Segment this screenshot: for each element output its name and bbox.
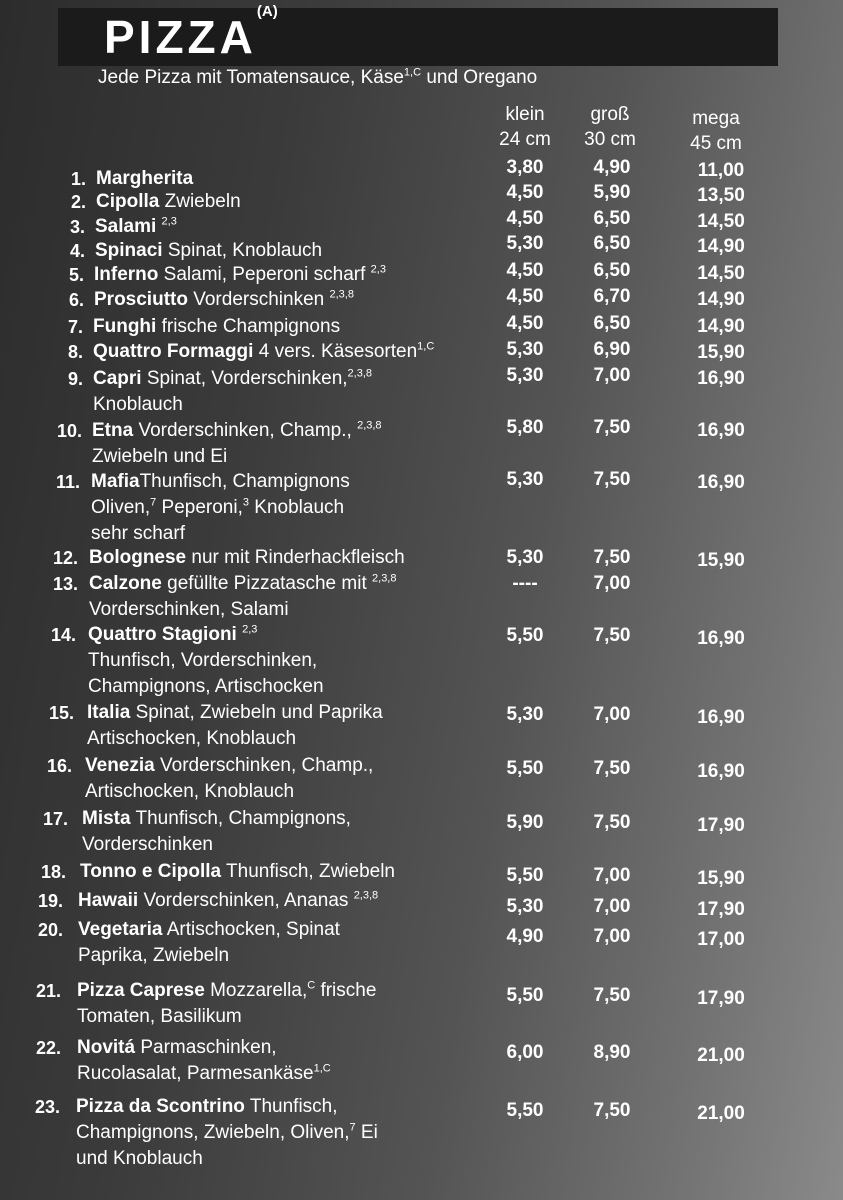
- item-description: [94, 262, 514, 288]
- item-name: Cipolla: [96, 191, 160, 212]
- item-name: Quattro Formaggi: [93, 341, 254, 362]
- price-mega: 21,00: [697, 1045, 745, 1066]
- item-description: [96, 189, 516, 215]
- price-small: 4,90: [506, 926, 544, 947]
- item-description-text: Artischocken, Knoblauch: [85, 781, 295, 802]
- price-mega: 16,90: [697, 420, 745, 441]
- allergen-footnote: 7: [150, 496, 157, 509]
- price-large: 8,90: [593, 1042, 631, 1063]
- item-description-text: Thunfisch, Zwiebeln: [221, 861, 395, 882]
- price-mega: 17,90: [697, 899, 745, 920]
- allergen-footnote: 2,3,8: [357, 419, 382, 432]
- price-large: 6,50: [593, 260, 631, 281]
- item-description-text: Knoblauch: [93, 394, 183, 415]
- item-description-text: Tomaten, Basilikum: [77, 1006, 242, 1027]
- price-large: 7,50: [593, 1100, 631, 1121]
- allergen-footnote: 7: [349, 1121, 356, 1134]
- item-description: [78, 888, 498, 914]
- price-small: 4,50: [506, 208, 544, 229]
- item-description-text: Artischocken, Spinat: [162, 919, 340, 940]
- price-mega: 17,00: [697, 929, 745, 950]
- price-mega: 14,90: [697, 289, 745, 310]
- allergen-footnote: 2,3: [242, 623, 258, 636]
- item-description: [78, 917, 498, 969]
- allergen-footnote: 2,3: [370, 263, 386, 276]
- item-description-text: Artischocken, Knoblauch: [87, 728, 297, 749]
- item-number: 17.: [42, 809, 68, 829]
- subtitle-text-end: und Oregano: [421, 67, 538, 88]
- item-description: [95, 238, 515, 264]
- price-small: 5,30: [506, 233, 544, 254]
- item-number: 18.: [40, 862, 66, 882]
- item-description-text: Ei: [355, 1122, 378, 1143]
- price-small: 5,30: [506, 365, 544, 386]
- title-footnote: (A): [256, 3, 278, 20]
- item-description-text: Peperoni,: [156, 497, 243, 518]
- item-number: 2.: [70, 192, 86, 212]
- item-name: Novitá: [77, 1037, 136, 1058]
- allergen-footnote: 2,3,8: [372, 572, 397, 585]
- item-description-text: Oliven,: [91, 497, 151, 518]
- price-mega: 13,50: [697, 185, 745, 206]
- price-large: 7,00: [593, 865, 631, 886]
- price-large: 7,50: [593, 625, 631, 646]
- item-name: Pizza da Scontrino: [76, 1096, 245, 1117]
- column-header-mega: [676, 106, 756, 156]
- item-number: 11.: [55, 472, 80, 492]
- item-description: [89, 571, 509, 623]
- column-size: 24 cm: [499, 129, 551, 150]
- item-number: 21.: [35, 981, 61, 1001]
- item-name: Mista: [82, 808, 131, 829]
- item-description: [76, 1094, 496, 1172]
- item-number: 8.: [67, 342, 83, 362]
- item-description-text: Mozzarella,: [204, 980, 308, 1001]
- item-description: [77, 978, 497, 1030]
- item-number: 23.: [34, 1097, 60, 1117]
- item-description-text: Vorderschinken: [187, 289, 330, 310]
- item-number: 9.: [67, 369, 83, 389]
- item-number: 4.: [69, 241, 85, 261]
- item-description: [94, 287, 514, 313]
- item-description-text: Champignons, Artischocken: [88, 676, 324, 697]
- item-description: [93, 339, 513, 365]
- price-small: 5,30: [506, 896, 544, 917]
- price-small: 5,30: [506, 704, 544, 725]
- price-mega: 17,90: [697, 988, 745, 1009]
- price-small: 5,30: [506, 469, 544, 490]
- price-large: 7,00: [593, 365, 631, 386]
- price-small: 5,80: [506, 417, 544, 438]
- price-large: 7,00: [593, 573, 631, 594]
- item-name: Quattro Stagioni: [88, 624, 237, 645]
- item-description-text: Thunfisch, Vorderschinken,: [88, 650, 318, 671]
- item-number: 7.: [67, 317, 83, 337]
- column-size: 30 cm: [584, 129, 636, 150]
- item-description-text: Thunfisch, Champignons,: [130, 808, 351, 829]
- column-name: groß: [590, 104, 630, 125]
- item-name: Spinaci: [95, 240, 163, 261]
- item-name: Bolognese: [89, 547, 187, 568]
- item-description-text: Vorderschinken, Champ.,: [133, 420, 358, 441]
- price-large: 7,00: [593, 926, 631, 947]
- item-description-text: sehr scharf: [91, 523, 185, 544]
- item-number: 15.: [48, 703, 74, 723]
- item-description: [88, 622, 508, 700]
- item-number: 13.: [52, 574, 78, 594]
- allergen-footnote: 2,3,8: [347, 367, 373, 380]
- item-description: [91, 469, 511, 547]
- item-description: [87, 700, 507, 752]
- price-small: 4,50: [506, 313, 544, 334]
- column-size: 45 cm: [690, 133, 742, 154]
- item-number: 22.: [35, 1038, 61, 1058]
- item-name: Prosciutto: [94, 289, 188, 310]
- price-large: 7,50: [593, 469, 631, 490]
- allergen-footnote: 3: [242, 496, 250, 509]
- price-small: 5,90: [506, 812, 544, 833]
- item-number: 20.: [37, 920, 63, 940]
- price-small: 5,50: [506, 985, 544, 1006]
- price-small: 5,50: [506, 625, 544, 646]
- price-small: 6,00: [506, 1042, 544, 1063]
- item-name: Capri: [93, 368, 142, 389]
- item-description: [80, 859, 500, 885]
- item-description-text: Paprika, Zwiebeln: [78, 945, 230, 966]
- item-description-text: und Knoblauch: [76, 1148, 203, 1169]
- item-number: 6.: [68, 290, 84, 310]
- price-mega: 15,90: [697, 342, 745, 363]
- column-header-small: [485, 102, 565, 152]
- price-small: 5,50: [506, 758, 544, 779]
- price-small: 3,80: [506, 157, 544, 178]
- item-name: Italia: [87, 702, 131, 723]
- item-description-text: nur mit Rinderhackfleisch: [186, 547, 405, 568]
- item-description: [89, 545, 509, 571]
- price-large: 5,90: [593, 182, 631, 203]
- allergen-footnote: C: [307, 979, 316, 992]
- column-name: mega: [692, 108, 740, 129]
- item-description-text: Rucolasalat, Parmesankäse: [77, 1063, 314, 1084]
- price-mega: 16,90: [697, 368, 745, 389]
- item-description-text: Thunfisch, Champignons: [139, 471, 350, 492]
- price-large: 7,50: [593, 417, 631, 438]
- subtitle-footnote: 1,C: [403, 66, 422, 79]
- subtitle: [98, 66, 537, 90]
- price-mega: 15,90: [697, 868, 745, 889]
- item-description: [93, 366, 513, 418]
- item-description-text: Spinat, Vorderschinken,: [141, 368, 348, 389]
- item-description-text: Vorderschinken, Salami: [89, 599, 289, 620]
- price-mega: 11,00: [697, 160, 745, 181]
- item-description-text: Vorderschinken, Ananas: [138, 890, 354, 911]
- price-mega: 21,00: [697, 1103, 745, 1124]
- price-large: 7,50: [593, 758, 631, 779]
- allergen-footnote: 2,3: [161, 215, 177, 228]
- price-large: 7,00: [593, 896, 631, 917]
- price-mega: 14,50: [697, 211, 745, 232]
- item-number: 1.: [70, 169, 86, 189]
- item-description-text: Parmaschinken,: [135, 1037, 277, 1058]
- title-text: PIZZA: [104, 11, 257, 63]
- item-name: Pizza Caprese: [77, 980, 205, 1001]
- price-large: 6,50: [593, 208, 631, 229]
- item-name: Tonno e Cipolla: [80, 861, 222, 882]
- item-number: 16.: [46, 756, 72, 776]
- item-description: [85, 753, 505, 805]
- price-mega: 14,90: [697, 236, 745, 257]
- allergen-footnote: 1,C: [417, 340, 435, 353]
- subtitle-text: Jede Pizza mit Tomatensauce, Käse: [98, 67, 404, 88]
- item-description-text: Salami, Peperoni scharf: [158, 264, 371, 285]
- item-description: [92, 418, 512, 470]
- price-large: 6,50: [593, 233, 631, 254]
- price-mega: 16,90: [697, 707, 745, 728]
- price-mega: 16,90: [697, 761, 745, 782]
- page-title: [104, 3, 278, 63]
- allergen-footnote: 2,3,8: [353, 889, 379, 902]
- item-name: Mafia: [91, 471, 140, 492]
- item-description-text: Champignons, Zwiebeln, Oliven,: [76, 1122, 350, 1143]
- item-name: Etna: [92, 420, 134, 441]
- price-mega: 16,90: [697, 628, 745, 649]
- allergen-footnote: 1,C: [313, 1062, 331, 1075]
- item-description-text: Spinat, Knoblauch: [162, 240, 323, 261]
- price-large: 4,90: [593, 157, 631, 178]
- item-description: [95, 214, 515, 240]
- item-description: [77, 1035, 497, 1087]
- item-name: Calzone: [89, 573, 162, 594]
- price-large: 7,50: [593, 812, 631, 833]
- item-name: Salami: [95, 216, 157, 237]
- item-number: 12.: [52, 548, 78, 568]
- price-small: 4,50: [506, 286, 544, 307]
- item-number: 3.: [69, 217, 85, 237]
- price-large: 7,50: [593, 985, 631, 1006]
- price-small: 4,50: [506, 260, 544, 281]
- item-name: Margherita: [96, 168, 194, 189]
- item-description-text: Zwiebeln: [159, 191, 241, 212]
- price-small: 5,50: [506, 1100, 544, 1121]
- price-mega: 17,90: [697, 815, 745, 836]
- item-name: Vegetaria: [78, 919, 163, 940]
- item-name: Venezia: [85, 755, 155, 776]
- item-number: 14.: [50, 625, 76, 645]
- column-header-large: [570, 102, 650, 152]
- item-description-text: Spinat, Zwiebeln und Paprika: [130, 702, 383, 723]
- item-description: [82, 806, 502, 858]
- item-number: 19.: [37, 891, 63, 911]
- allergen-footnote: 2,3,8: [329, 288, 354, 301]
- price-mega: 14,50: [697, 263, 745, 284]
- price-mega: 14,90: [697, 316, 745, 337]
- price-small: 4,50: [506, 182, 544, 203]
- item-name: Funghi: [93, 316, 157, 337]
- item-description-text: Knoblauch: [249, 497, 345, 518]
- price-large: 7,00: [593, 704, 631, 725]
- item-description-text: Thunfisch,: [244, 1096, 338, 1117]
- price-small: 5,30: [506, 547, 544, 568]
- price-large: 6,50: [593, 313, 631, 334]
- item-number: 5.: [68, 265, 84, 285]
- price-mega: 16,90: [697, 472, 745, 493]
- price-small: ----: [512, 573, 538, 594]
- price-large: 6,70: [593, 286, 631, 307]
- item-name: Hawaii: [78, 890, 139, 911]
- item-description-text: gefüllte Pizzatasche mit: [161, 573, 373, 594]
- item-description-text: Vorderschinken, Champ.,: [154, 755, 374, 776]
- price-mega: 15,90: [697, 550, 745, 571]
- item-description-text: frische Champignons: [156, 316, 341, 337]
- item-description-text: Vorderschinken: [82, 834, 213, 855]
- price-small: 5,50: [506, 865, 544, 886]
- item-description-text: frische: [315, 980, 377, 1001]
- column-name: klein: [505, 104, 545, 125]
- price-large: 7,50: [593, 547, 631, 568]
- price-small: 5,30: [506, 339, 544, 360]
- item-description-text: Zwiebeln und Ei: [92, 446, 228, 467]
- item-number: 10.: [56, 421, 82, 441]
- price-large: 6,90: [593, 339, 631, 360]
- item-name: Inferno: [94, 264, 159, 285]
- item-description: [93, 314, 513, 340]
- item-description-text: 4 vers. Käsesorten: [253, 341, 418, 362]
